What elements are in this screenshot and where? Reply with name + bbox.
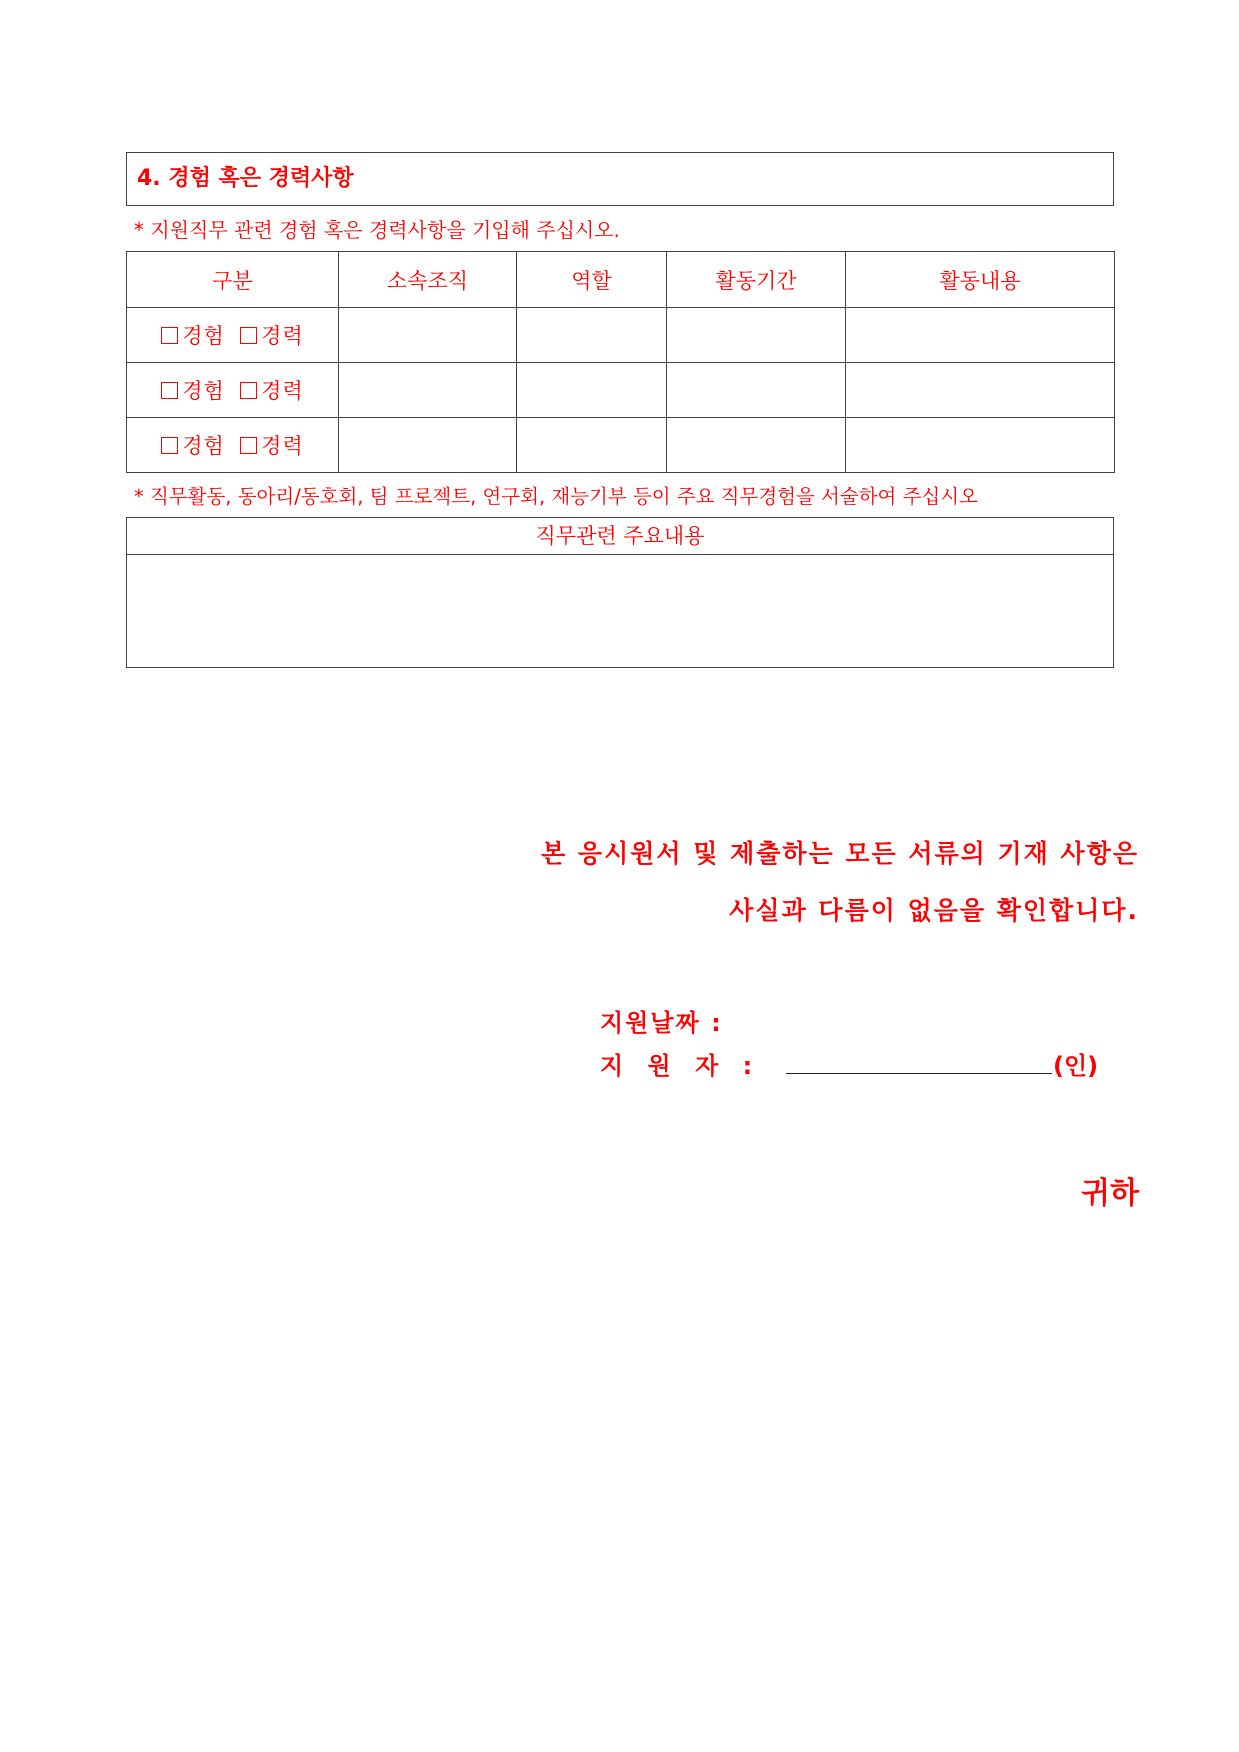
table-row [127, 418, 1115, 473]
experience-checkbox[interactable] [161, 382, 178, 399]
period-cell[interactable] [667, 418, 846, 473]
section-title: 4. 경험 혹은 경력사항 [126, 152, 1114, 206]
role-cell[interactable] [517, 363, 667, 418]
note-top: * 지원직무 관련 경험 혹은 경력사항을 기입해 주십시오. [134, 218, 620, 242]
career-checkbox[interactable] [240, 327, 257, 344]
main-content-header: 직무관련 주요내용 [127, 518, 1113, 555]
organization-cell[interactable] [339, 418, 517, 473]
main-content-input-area[interactable] [127, 555, 1113, 667]
career-label: 경력 [261, 324, 304, 348]
activity-cell[interactable] [846, 363, 1115, 418]
header-organization: 소속조직 [339, 252, 517, 308]
header-category: 구분 [127, 252, 339, 308]
organization-cell[interactable] [339, 363, 517, 418]
table-header-row [127, 252, 1115, 308]
experience-label: 경험 [182, 434, 225, 458]
header-activity: 활동내용 [846, 252, 1115, 308]
header-period: 활동기간 [667, 252, 846, 308]
activity-cell[interactable] [846, 418, 1115, 473]
confirmation-line-1: 본 응시원서 및 제출하는 모든 서류의 기재 사항은 [541, 839, 1139, 868]
role-cell[interactable] [517, 308, 667, 363]
closing-text: 귀하 [1081, 1176, 1139, 1211]
category-cell [127, 418, 339, 473]
main-content-box [126, 517, 1114, 668]
career-checkbox[interactable] [240, 382, 257, 399]
applicant-label: 지 원 자 : [600, 1052, 761, 1080]
career-label: 경력 [261, 379, 304, 403]
organization-cell[interactable] [339, 308, 517, 363]
period-cell[interactable] [667, 308, 846, 363]
experience-table [126, 251, 1115, 473]
experience-checkbox[interactable] [161, 437, 178, 454]
category-cell [127, 308, 339, 363]
period-cell[interactable] [667, 363, 846, 418]
category-cell [127, 363, 339, 418]
career-checkbox[interactable] [240, 437, 257, 454]
experience-label: 경험 [182, 379, 225, 403]
confirmation-line-2: 사실과 다름이 없음을 확인합니다. [729, 896, 1139, 925]
career-label: 경력 [261, 434, 304, 458]
signature-line[interactable] [786, 1073, 1052, 1074]
role-cell[interactable] [517, 418, 667, 473]
table-row [127, 308, 1115, 363]
date-label: 지원날짜 : [600, 1009, 723, 1037]
experience-checkbox[interactable] [161, 327, 178, 344]
activity-cell[interactable] [846, 308, 1115, 363]
experience-label: 경험 [182, 324, 225, 348]
header-role: 역할 [517, 252, 667, 308]
table-row [127, 363, 1115, 418]
seal-mark: (인) [1053, 1052, 1099, 1080]
note-bottom: * 직무활동, 동아리/동호회, 팀 프로젝트, 연구회, 재능기부 등이 주요 직무경험을 서술하여 주십시오 [134, 485, 978, 508]
